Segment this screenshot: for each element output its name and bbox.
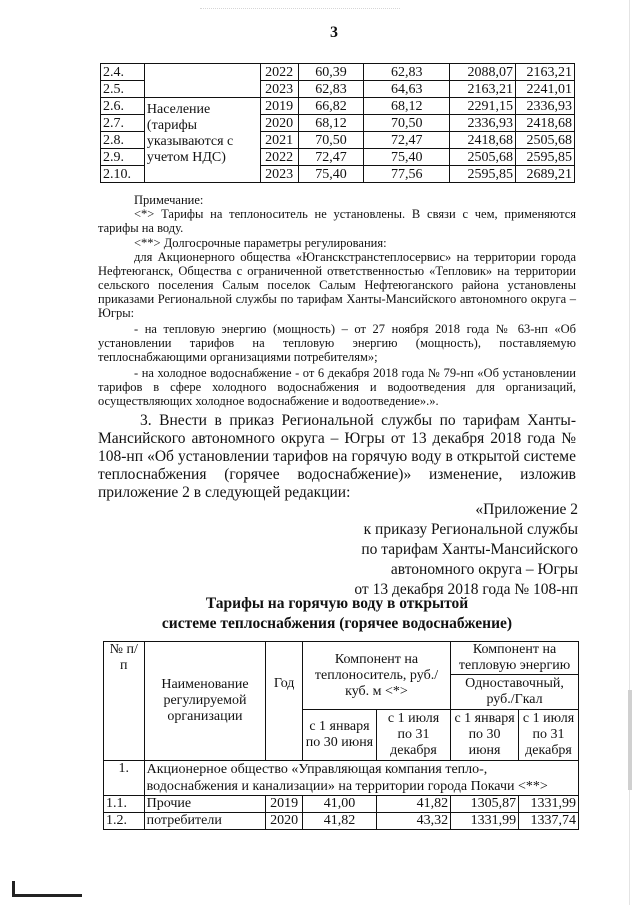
tariff-table-continued xyxy=(100,63,575,183)
tariff-title xyxy=(98,594,576,634)
header-row xyxy=(104,642,579,675)
note-item-heat: - на тепловую энергию (мощность) – от 27 ноября 2018 года № 63-нп «Об установлении тарифов на тепловую энергию (мощность), поставляемую теплоснабжающими организациями потребителям»; xyxy=(98,322,576,364)
header-energy-component: Компонент на тепловую энергию xyxy=(451,642,579,675)
row-year: 2023 xyxy=(260,81,298,98)
row-value: 2088,07 xyxy=(450,64,516,81)
row-value: 72,47 xyxy=(298,149,364,166)
row-value: 41,82 xyxy=(376,796,450,813)
header-period-jan: с 1 января по 30 июня xyxy=(302,710,376,761)
amendment-paragraph: 3. Внести в приказ Региональной службы по тарифам Ханты-Мансийского автономного округа – Югры от 13 декабря 2018 года № 108-нп «Об установлении тарифов на горячую воду в открытой системе теплоснабжения (горячее водоснабжение)» изменение, изложив приложение 2 в следующей редакции: xyxy=(98,412,576,501)
note-paragraph: для Акционерного общества «Юганскстранстеплосервис» на территории города Нефтеюганск, Общества с ограниченной ответственностью «Тепловик» на территории сельского поселения Салым поселок Салым Нефтеюганского района установлены приказами Региональной службы по тарифам Ханты-Мансийского автономного округа – Югры: xyxy=(98,250,576,320)
row-value: 41,82 xyxy=(302,813,376,830)
row-value: 2595,85 xyxy=(516,149,575,166)
row-value: 62,83 xyxy=(364,64,450,81)
table-row xyxy=(101,64,575,81)
row-consumer: Прочие xyxy=(144,796,266,813)
row-value: 1337,74 xyxy=(519,813,579,830)
row-value: 68,12 xyxy=(298,115,364,132)
header-period-jan: с 1 января по 30 июня xyxy=(451,710,519,761)
row-year: 2021 xyxy=(260,132,298,149)
table-row xyxy=(104,813,579,830)
row-value: 41,00 xyxy=(302,796,376,813)
header-single-rate: Одноставочный, руб./Гкал xyxy=(451,675,579,710)
annex-line: по тарифам Ханты-Мансийского xyxy=(361,541,578,558)
row-number: 1.1. xyxy=(104,796,145,813)
row-value: 68,12 xyxy=(364,98,450,115)
row-value: 2505,68 xyxy=(450,149,516,166)
row-value: 2336,93 xyxy=(450,115,516,132)
row-value: 2505,68 xyxy=(516,132,575,149)
row-value: 75,40 xyxy=(298,166,364,183)
header-organization: Наименование регулируемой организации xyxy=(144,642,266,761)
scan-artifact xyxy=(12,894,82,897)
row-value: 60,39 xyxy=(298,64,364,81)
row-number: 2.9. xyxy=(101,149,145,166)
scan-artifact xyxy=(200,0,400,9)
header-carrier-component: Компонент на теплоноситель, руб./куб. м <*> xyxy=(302,642,450,710)
row-value: 43,32 xyxy=(376,813,450,830)
population-group-label: Население (тарифы указываются с учетом НДС) xyxy=(144,98,260,183)
row-number: 2.7. xyxy=(101,115,145,132)
row-value: 70,50 xyxy=(298,132,364,149)
group-cell-empty xyxy=(144,64,260,98)
row-year: 2022 xyxy=(260,149,298,166)
row-value: 2336,93 xyxy=(516,98,575,115)
row-value: 2241,01 xyxy=(516,81,575,98)
row-number: 2.5. xyxy=(101,81,145,98)
row-year: 2022 xyxy=(260,64,298,81)
scan-mark xyxy=(628,690,632,790)
note-star-2: <**> Долгосрочные параметры регулирования: xyxy=(134,236,387,250)
row-value: 77,56 xyxy=(364,166,450,183)
section-number: 1. xyxy=(104,761,145,796)
row-value: 2595,85 xyxy=(450,166,516,183)
row-number: 2.10. xyxy=(101,166,145,183)
row-year: 2023 xyxy=(260,166,298,183)
row-value: 2689,21 xyxy=(516,166,575,183)
row-value: 2291,15 xyxy=(450,98,516,115)
row-value: 1331,99 xyxy=(519,796,579,813)
row-value: 2418,68 xyxy=(450,132,516,149)
header-period-jul: с 1 июля по 31 декабря xyxy=(376,710,450,761)
row-number: 2.4. xyxy=(101,64,145,81)
row-consumer: потребители xyxy=(144,813,266,830)
row-value: 64,63 xyxy=(364,81,450,98)
table-row xyxy=(104,796,579,813)
row-year: 2020 xyxy=(266,813,303,830)
row-number: 2.6. xyxy=(101,98,145,115)
row-value: 72,47 xyxy=(364,132,450,149)
row-value: 1331,99 xyxy=(451,813,519,830)
row-value: 2163,21 xyxy=(450,81,516,98)
note-item-water: - на холодное водоснабжение - от 6 декабря 2018 года № 79-нп «Об установлении тарифов в сфере холодного водоснабжения и водоотведения для организаций, осуществляющих холодное водоснабжение и водоотведение».». xyxy=(98,366,576,408)
row-number: 1.2. xyxy=(104,813,145,830)
row-year: 2019 xyxy=(260,98,298,115)
annex-line: от 13 декабря 2018 года № 108-нп xyxy=(354,581,578,598)
row-value: 2418,68 xyxy=(516,115,575,132)
header-period-jul: с 1 июля по 31 декабря xyxy=(519,710,579,761)
row-number: 2.8. xyxy=(101,132,145,149)
annex-line: к приказу Региональной службы xyxy=(363,521,578,538)
header-year: Год xyxy=(266,642,303,761)
title-line: системе теплоснабжения (горячее водоснабжение) xyxy=(161,615,513,632)
row-value: 66,82 xyxy=(298,98,364,115)
note-star-1: <*> Тарифы на теплоноситель не установлены. В связи с чем, применяются тарифы на воду. xyxy=(98,207,576,235)
page-number: 3 xyxy=(330,24,338,41)
notes-heading: Примечание: xyxy=(134,193,204,207)
row-value: 70,50 xyxy=(364,115,450,132)
annex-line: автономного округа – Югры xyxy=(390,561,578,578)
annex-block xyxy=(354,500,578,600)
scan-artifact xyxy=(12,881,15,897)
row-year: 2020 xyxy=(260,115,298,132)
row-value: 2163,21 xyxy=(516,64,575,81)
hot-water-tariff-table xyxy=(103,641,579,830)
row-value: 75,40 xyxy=(364,149,450,166)
header-number: № п/п xyxy=(104,642,145,761)
table-row xyxy=(101,98,575,115)
row-value: 62,83 xyxy=(298,81,364,98)
row-year: 2019 xyxy=(266,796,303,813)
title-line: Тарифы на горячую воду в открытой xyxy=(205,595,469,612)
row-value: 1305,87 xyxy=(451,796,519,813)
section-row xyxy=(104,761,579,796)
section-organization: Акционерное общество «Управляющая компания тепло-, водоснабжения и канализации» на территории города Покачи <**> xyxy=(144,761,578,796)
annex-line: «Приложение 2 xyxy=(475,501,578,518)
